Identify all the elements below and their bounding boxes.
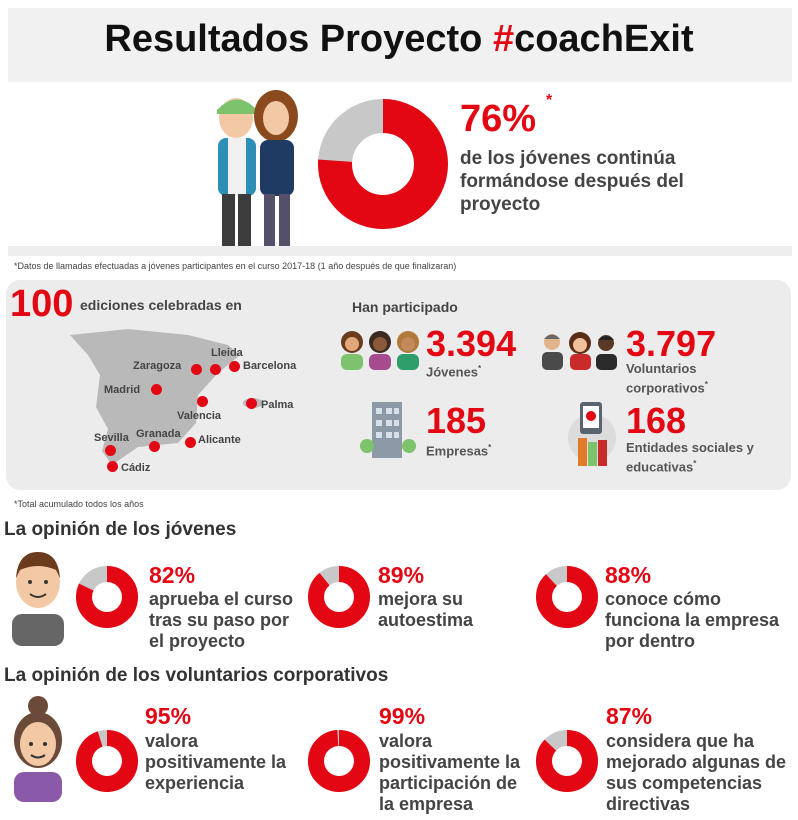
title-main: Resultados Proyecto	[104, 18, 483, 60]
city-dot-sevilla	[105, 445, 116, 456]
youth-item-3	[534, 564, 600, 630]
donut-value	[316, 738, 362, 784]
city-dot-granada	[149, 441, 160, 452]
social-entities-icon	[566, 398, 622, 470]
hero-asterisk: *	[546, 92, 553, 109]
editions-number: 100	[10, 283, 74, 325]
youth-text-1: aprueba el curso tras su paso por el proyecto	[149, 589, 294, 651]
donut-value	[544, 738, 590, 784]
vol-pct-3: 87%	[606, 703, 653, 729]
vol-text-1: valora positivamente la experiencia	[145, 731, 287, 793]
vol-text-2: valora positivamente la participación de la empresa	[379, 731, 521, 814]
vol-item-3	[534, 728, 600, 794]
city-dot-madrid	[151, 384, 162, 395]
volunteers-group-icon	[540, 330, 620, 372]
donut-value	[544, 574, 590, 620]
vol-donut-3	[534, 728, 600, 794]
city-dot-lleida	[210, 364, 221, 375]
title-brand: coachExit	[514, 18, 694, 60]
city-dot-barcelona	[229, 361, 240, 372]
companies-label: Empresas*	[426, 443, 492, 459]
youth-opinion-heading: La opinión de los jóvenes	[4, 519, 237, 540]
youth-donut-1	[74, 564, 140, 630]
youth-item-2	[306, 564, 372, 630]
divider	[8, 246, 792, 256]
youth-donut-2	[306, 564, 372, 630]
vol-item-1	[74, 728, 140, 794]
youth-text-2: mejora su autoestima	[378, 589, 474, 630]
youth-item-1	[74, 564, 140, 630]
city-zaragoza: Zaragoza	[133, 360, 182, 372]
vol-pct-1: 95%	[145, 703, 192, 729]
city-dot-palma	[246, 398, 257, 409]
city-alicante: Alicante	[198, 434, 241, 446]
youth-group-icon	[338, 328, 422, 372]
youth-number: 3.394	[426, 323, 517, 364]
city-valencia: Valencia	[177, 410, 222, 422]
vol-pct-2: 99%	[379, 703, 426, 729]
vol-donut-1	[74, 728, 140, 794]
title-hash: #	[492, 18, 515, 60]
editions-label: ediciones celebradas en	[80, 297, 242, 313]
page-title	[0, 18, 798, 61]
city-dot-zaragoza	[191, 364, 202, 375]
city-dot-alicante	[185, 437, 196, 448]
city-barcelona: Barcelona	[243, 360, 297, 372]
city-palma: Palma	[261, 399, 294, 411]
vol-item-2	[306, 728, 372, 794]
volunteers-opinion-heading: La opinión de los voluntarios corporativos	[4, 665, 389, 686]
youth-pct-2: 89%	[378, 562, 425, 588]
city-sevilla: Sevilla	[94, 432, 129, 444]
volunteers-label: Voluntarios corporativos*	[626, 361, 708, 396]
hero-text: de los jóvenes continúa formándose después del proyecto	[460, 148, 684, 215]
city-dot-valencia	[197, 396, 208, 407]
young-couple-illustration	[200, 88, 310, 253]
entities-label: Entidades sociales y educativas*	[626, 440, 754, 475]
vol-donut-2	[306, 728, 372, 794]
hero-percent: 76%	[460, 98, 537, 140]
footnote-calls: *Datos de llamadas efectuadas a jóvenes participantes en el curso 2017-18 (1 año después de que finalizaran)	[14, 261, 457, 271]
city-lleida: Lleida	[211, 347, 243, 359]
young-man-icon	[8, 548, 68, 646]
youth-text-3: conoce cómo funciona la empresa por dentro	[605, 589, 780, 651]
youth-pct-1: 82%	[149, 562, 196, 588]
footnote-total: *Total acumulado todos los años	[14, 499, 144, 509]
hero-donut	[316, 97, 450, 231]
city-madrid: Madrid	[104, 384, 141, 396]
building-icon	[360, 398, 416, 460]
youth-pct-3: 88%	[605, 562, 652, 588]
donut-value	[316, 574, 362, 620]
youth-label: Jóvenes*	[426, 364, 482, 380]
companies-number: 185	[426, 400, 487, 441]
participation-title: Han participado	[352, 299, 458, 315]
entities-number: 168	[626, 400, 687, 441]
city-granada: Granada	[136, 428, 181, 440]
donut-value	[84, 738, 130, 784]
volunteers-number: 3.797	[626, 323, 717, 364]
city-dot-cadiz	[107, 461, 118, 472]
city-cadiz: Cádiz	[121, 462, 151, 474]
vol-text-3: considera que ha mejorado algunas de sus competencias directivas	[606, 731, 787, 814]
woman-volunteer-icon	[8, 694, 68, 804]
youth-donut-3	[534, 564, 600, 630]
